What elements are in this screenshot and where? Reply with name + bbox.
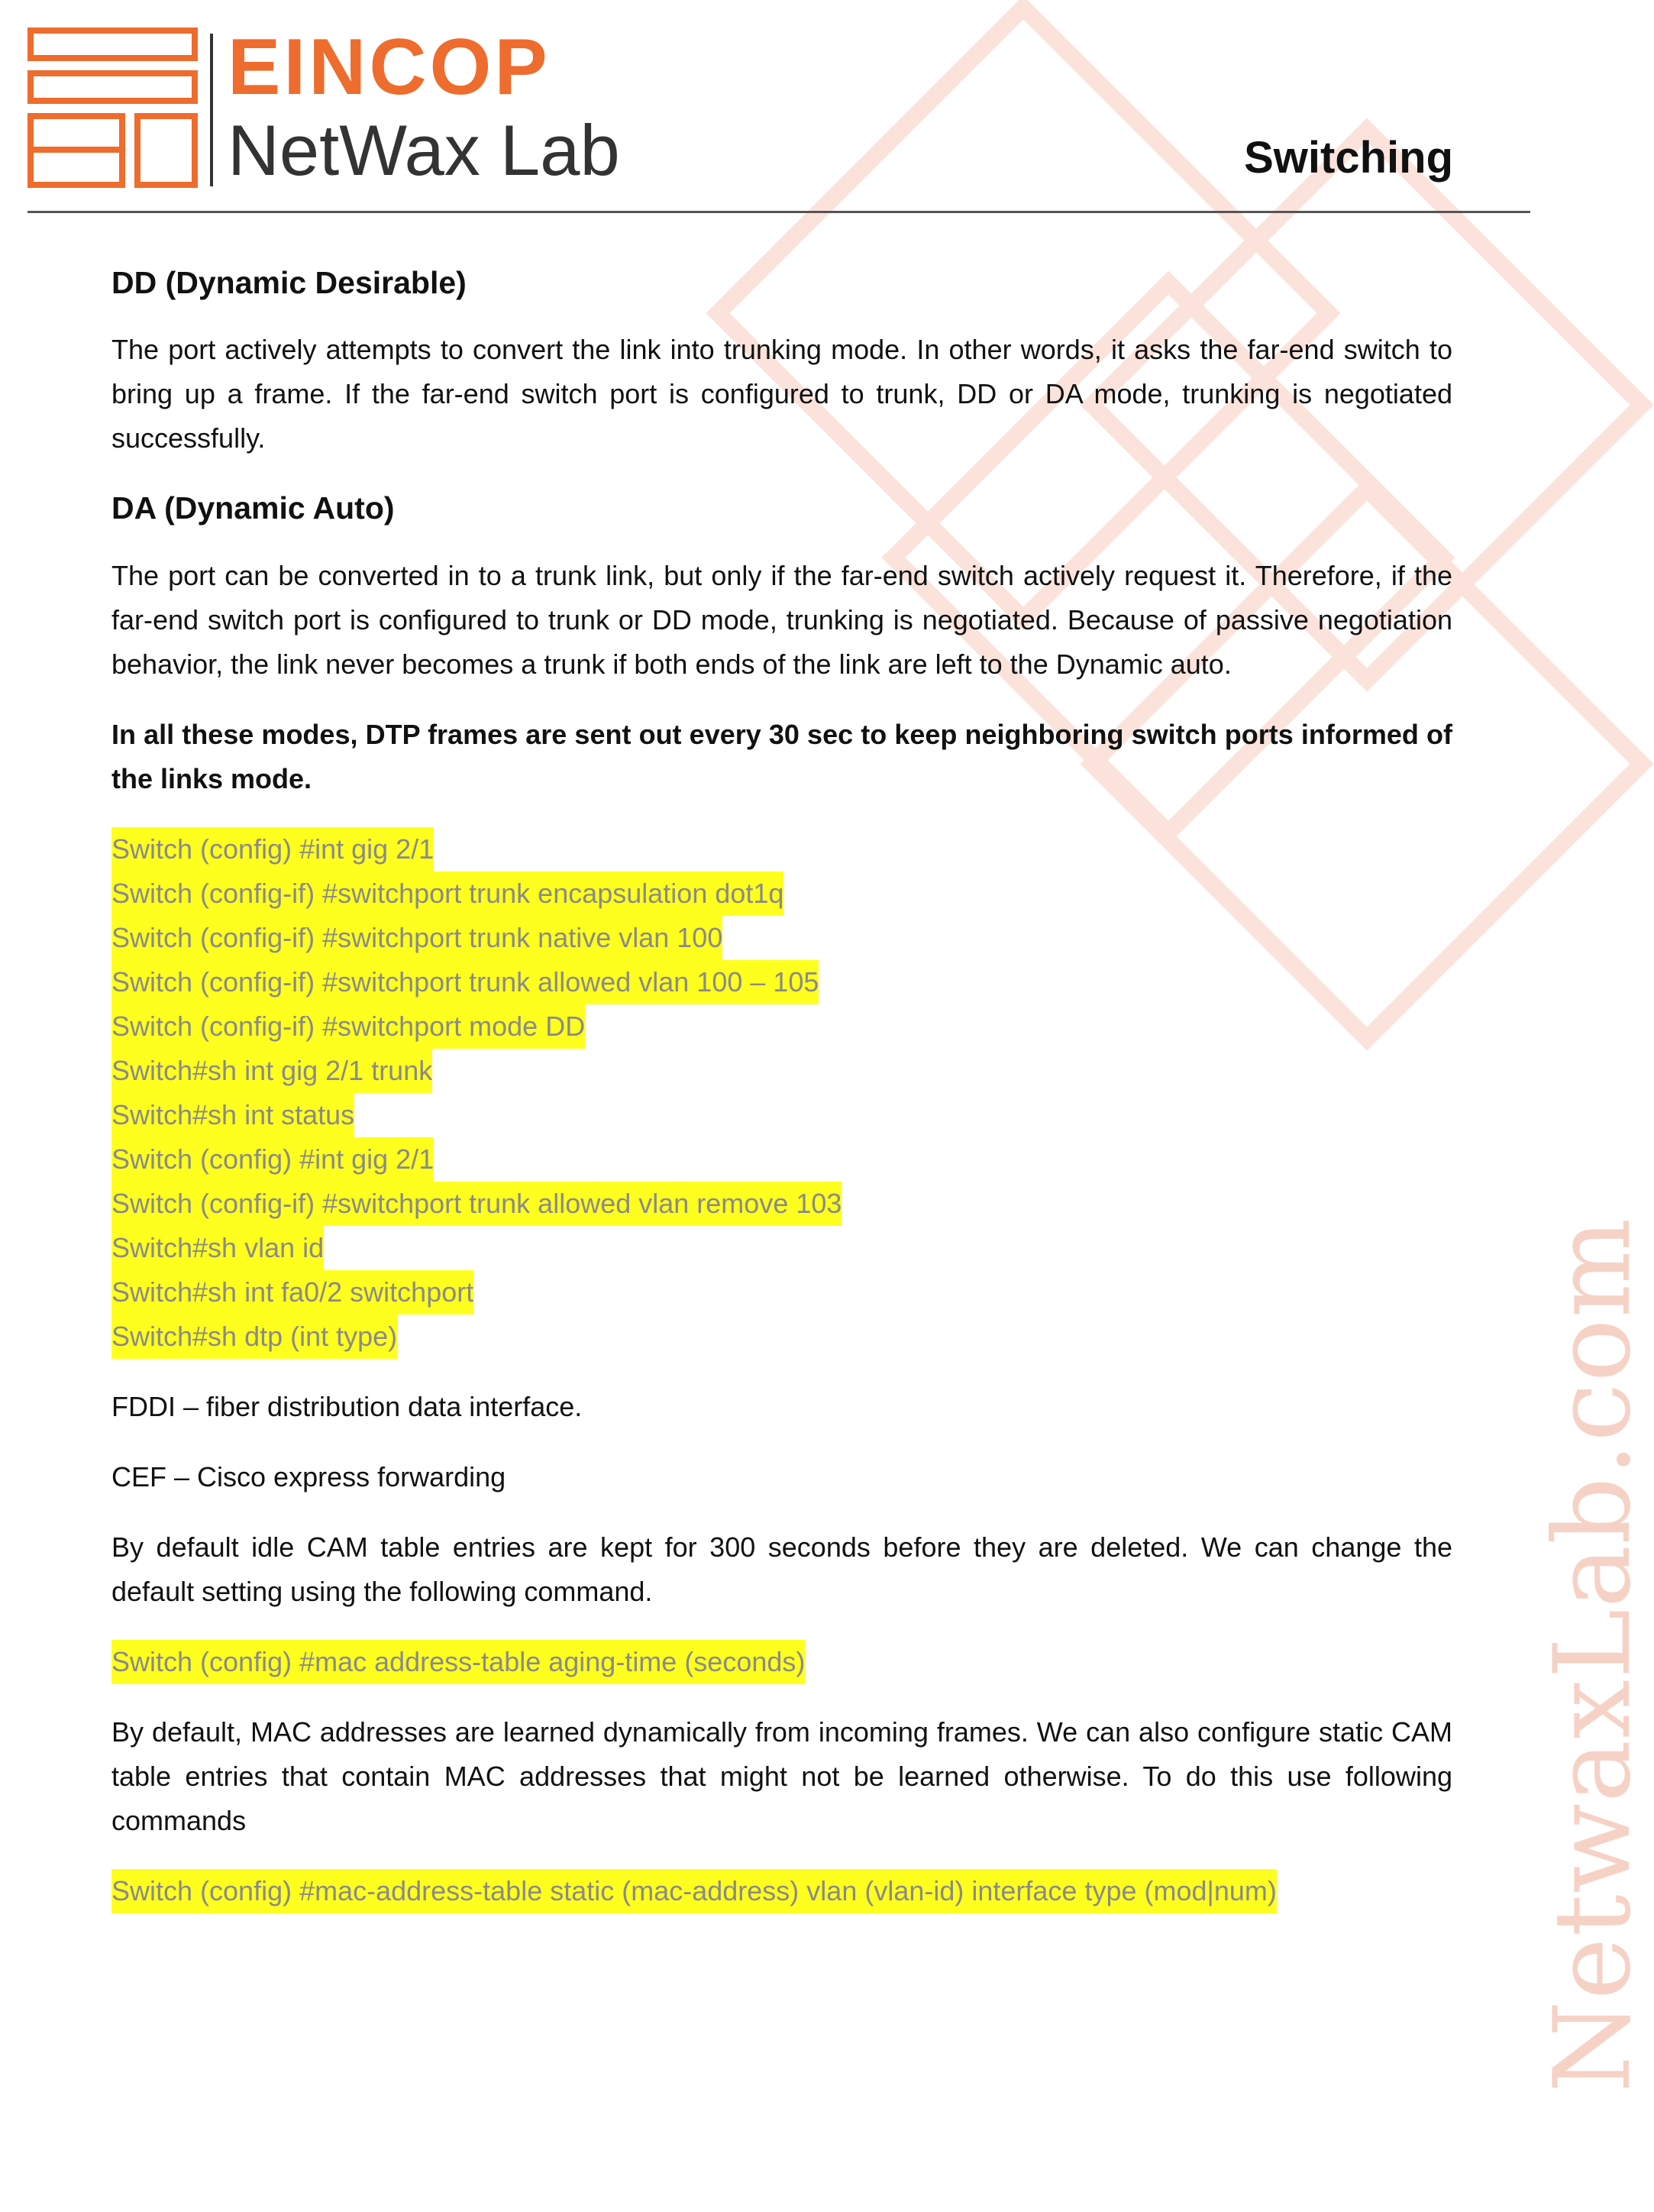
da-heading: DA (Dynamic Auto) — [111, 490, 395, 526]
section-title: Switching — [1244, 133, 1453, 183]
command-line: Switch#sh int status — [111, 1093, 354, 1137]
cef-definition: CEF – Cisco express forwarding — [111, 1460, 506, 1492]
logo-divider — [210, 34, 213, 186]
command-line: Switch (config-if) #switchport trunk allowed vlan 100 – 105 — [111, 960, 819, 1004]
da-paragraph: The port can be converted in to a trunk link, but only if the far-end switch actively request it. Therefore, if the far-end switch port is configured to trunk or DD mode, trunking is negotiated. Because of passive negotiation behavior, the link never becomes a trunk if both ends of the link are left to the Dynamic auto. — [111, 559, 1452, 680]
command-line: Switch (config-if) #switchport trunk native vlan 100 — [111, 916, 722, 960]
command-line: Switch (config) #int gig 2/1 — [111, 1137, 434, 1182]
cam-aging-paragraph: By default idle CAM table entries are kept for 300 seconds before they are deleted. We can change the default setting using the following command. — [111, 1531, 1452, 1607]
command-list — [111, 827, 1452, 1359]
brand-subtitle: NetWax Lab — [228, 110, 620, 190]
command-line: Switch#sh vlan id — [111, 1226, 324, 1270]
command-line: Switch#sh int fa0/2 switchport — [111, 1270, 473, 1315]
command-line: Switch#sh int gig 2/1 trunk — [111, 1049, 432, 1093]
static-mac-command-block — [111, 1869, 1452, 1913]
dtp-note: In all these modes, DTP frames are sent out every 30 sec to keep neighboring switch ports informed of the links mode. — [111, 718, 1452, 794]
watermark-text: NetwaxLab.com — [1531, 1217, 1654, 2093]
brand-name: EINCOP — [228, 23, 551, 112]
static-mac-paragraph: By default, MAC addresses are learned dynamically from incoming frames. We can also configure static CAM table entries that contain MAC addresses that might not be learned otherwise. To do this use following commands — [111, 1716, 1452, 1836]
static-mac-command: Switch (config) #mac-address-table static (mac-address) vlan (vlan-id) interface type (mod|num) — [111, 1869, 1277, 1913]
fddi-definition: FDDI – fiber distribution data interface. — [111, 1390, 583, 1422]
command-line: Switch#sh dtp (int type) — [111, 1315, 397, 1359]
dd-paragraph: The port actively attempts to convert the link into trunking mode. In other words, it asks the far-end switch to bring up a frame. If the far-end switch port is configured to trunk, DD or DA mode, trunking is negotiated successfully. — [111, 334, 1452, 454]
cam-aging-command: Switch (config) #mac address-table aging-time (seconds) — [111, 1640, 805, 1684]
dd-heading: DD (Dynamic Desirable) — [111, 265, 467, 300]
header-divider — [27, 211, 1530, 213]
logo-icon — [27, 27, 199, 188]
command-line: Switch (config-if) #switchport trunk encapsulation dot1q — [111, 872, 783, 916]
document-body — [111, 261, 1452, 1939]
command-line: Switch (config) #int gig 2/1 — [111, 827, 434, 872]
command-line: Switch (config-if) #switchport trunk allowed vlan remove 103 — [111, 1182, 842, 1226]
page-header — [0, 0, 1564, 222]
command-line: Switch (config-if) #switchport mode DD — [111, 1004, 585, 1049]
cam-aging-command-block — [111, 1640, 1452, 1684]
